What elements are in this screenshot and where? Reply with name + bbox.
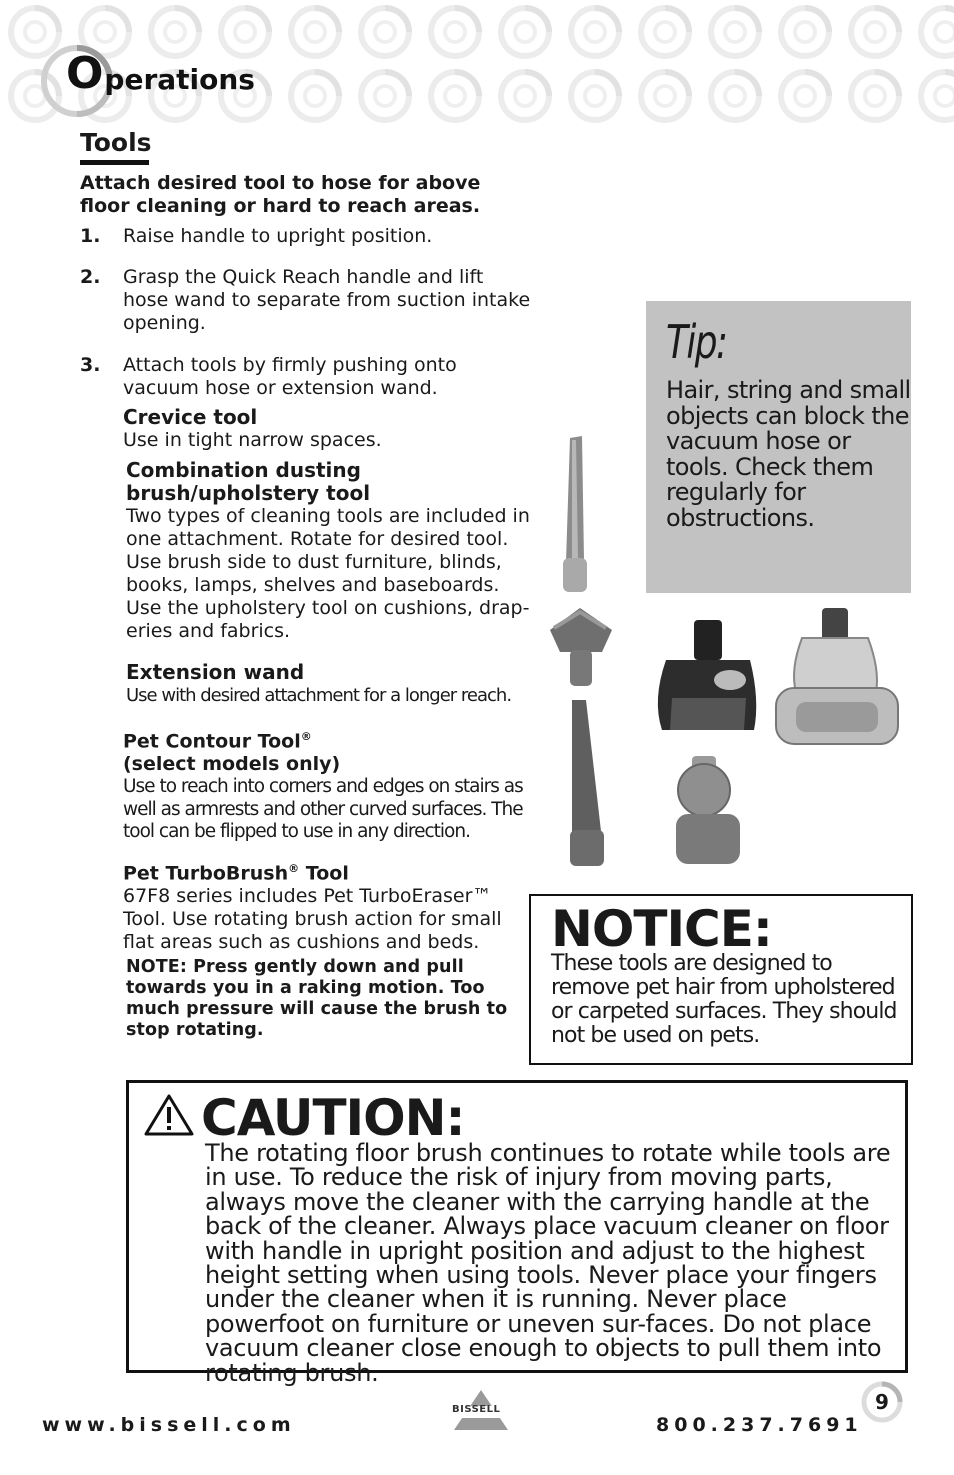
warning-triangle-icon [143,1093,195,1137]
crevice-tool-block [123,406,533,452]
notice-box [529,894,913,1065]
caution-title: CAUTION: [201,1089,465,1147]
bissell-logo-text: BISSELL [452,1404,501,1415]
combo-tool-block [126,459,531,643]
pet-turbobrush-text: 67F8 series includes Pet TurboEraser™ Tool. Use rotating brush action for small flat areas such as cushions and beds. [123,885,502,954]
pet-turbobrush-reg: ® [288,862,300,875]
combo-tool-title-2: brush/upholstery tool [126,481,371,505]
pet-contour-subtitle: (select models only) [123,753,341,776]
page-number [856,1382,908,1422]
combo-tool-title-1: Combination dusting [126,458,361,482]
extension-wand-title: Extension wand [126,660,305,684]
turbobrush-note: NOTE: Press gently down and pull towards you in a raking motion. Too much pressure will cause the brush to stop rotating. [126,957,508,1040]
footer-website: www.bissell.com [42,1414,296,1436]
page-title-initial: O [66,48,104,99]
crevice-tool-image [563,436,587,592]
tip-text: Hair, string and small objects can block the vacuum hose or tools. Check them regularly for obstructions. [666,376,911,532]
turbobrush-large-image [776,608,898,744]
intro-text: Attach desired tool to hose for above floor cleaning or hard to reach areas. [80,172,481,217]
notice-title: NOTICE: [551,900,772,958]
tip-box [646,301,911,593]
pet-turbobrush-title: Pet TurboBrush [123,862,289,885]
extension-wand-image [570,700,604,866]
pet-contour-block [123,725,533,844]
section-underline [80,160,149,165]
turbobrush-small-image [676,756,740,864]
pet-contour-image [658,620,756,730]
pet-turbobrush-block [123,857,513,954]
pet-turbobrush-title-tail: Tool [299,862,349,885]
step-3-text: Attach tools by firmly pushing onto vacuum hose or extension wand. [123,354,457,399]
page-title-rest: perations [104,63,255,96]
caution-box [126,1080,908,1387]
extension-wand-text: Use with desired attachment for a longer reach. [126,685,512,706]
page-title [66,48,255,99]
step-1-text: Raise handle to upright position. [123,225,433,247]
pet-contour-title: Pet Contour Tool [123,730,301,753]
dusting-brush-image [550,608,612,686]
combo-tool-text: Two types of cleaning tools are included in one attachment. Rotate for desired tool. Use brush side to dust furniture, blinds, books, lamps, shelves and baseboards. Use the upholstery tool on cushions, drap-eries and fabrics. [126,505,530,642]
bissell-logo [446,1386,516,1434]
pet-contour-reg: ® [300,730,312,743]
crevice-tool-title: Crevice tool [123,405,258,429]
page-number-text: 9 [875,1390,889,1414]
step-2-number: 2. [80,266,101,288]
extension-wand-block [126,661,546,707]
step-3-number: 3. [80,354,101,376]
tip-title: Tip: [666,315,727,369]
section-title: Tools [80,128,152,157]
caution-text: The rotating floor brush continues to rotate while tools are in use. To reduce the risk of injury from moving parts, always move the cleaner with the carrying handle at the back of the cleaner. Always place vacuum cleaner on floor with handle in upright position and adjust to the highest height setting when using tools. Never place your fingers under the cleaner when it is running. Never place powerfoot on furniture or uneven sur-faces. Do not place vacuum cleaner close enough to objects to pull them into rotating brush. [205,1139,891,1387]
footer-phone: 800.237.7691 [656,1414,863,1436]
pet-contour-text: Use to reach into corners and edges on stairs as well as armrests and other curved surfaces. The tool can be flipped to use in any direction. [123,776,523,843]
step-1-number: 1. [80,225,101,247]
notice-text: These tools are designed to remove pet hair from upholstered or carpeted surfaces. They should not be used on pets. [551,951,897,1048]
crevice-tool-text: Use in tight narrow spaces. [123,429,382,451]
step-2-text: Grasp the Quick Reach handle and lift hose wand to separate from suction intake opening. [123,266,531,334]
